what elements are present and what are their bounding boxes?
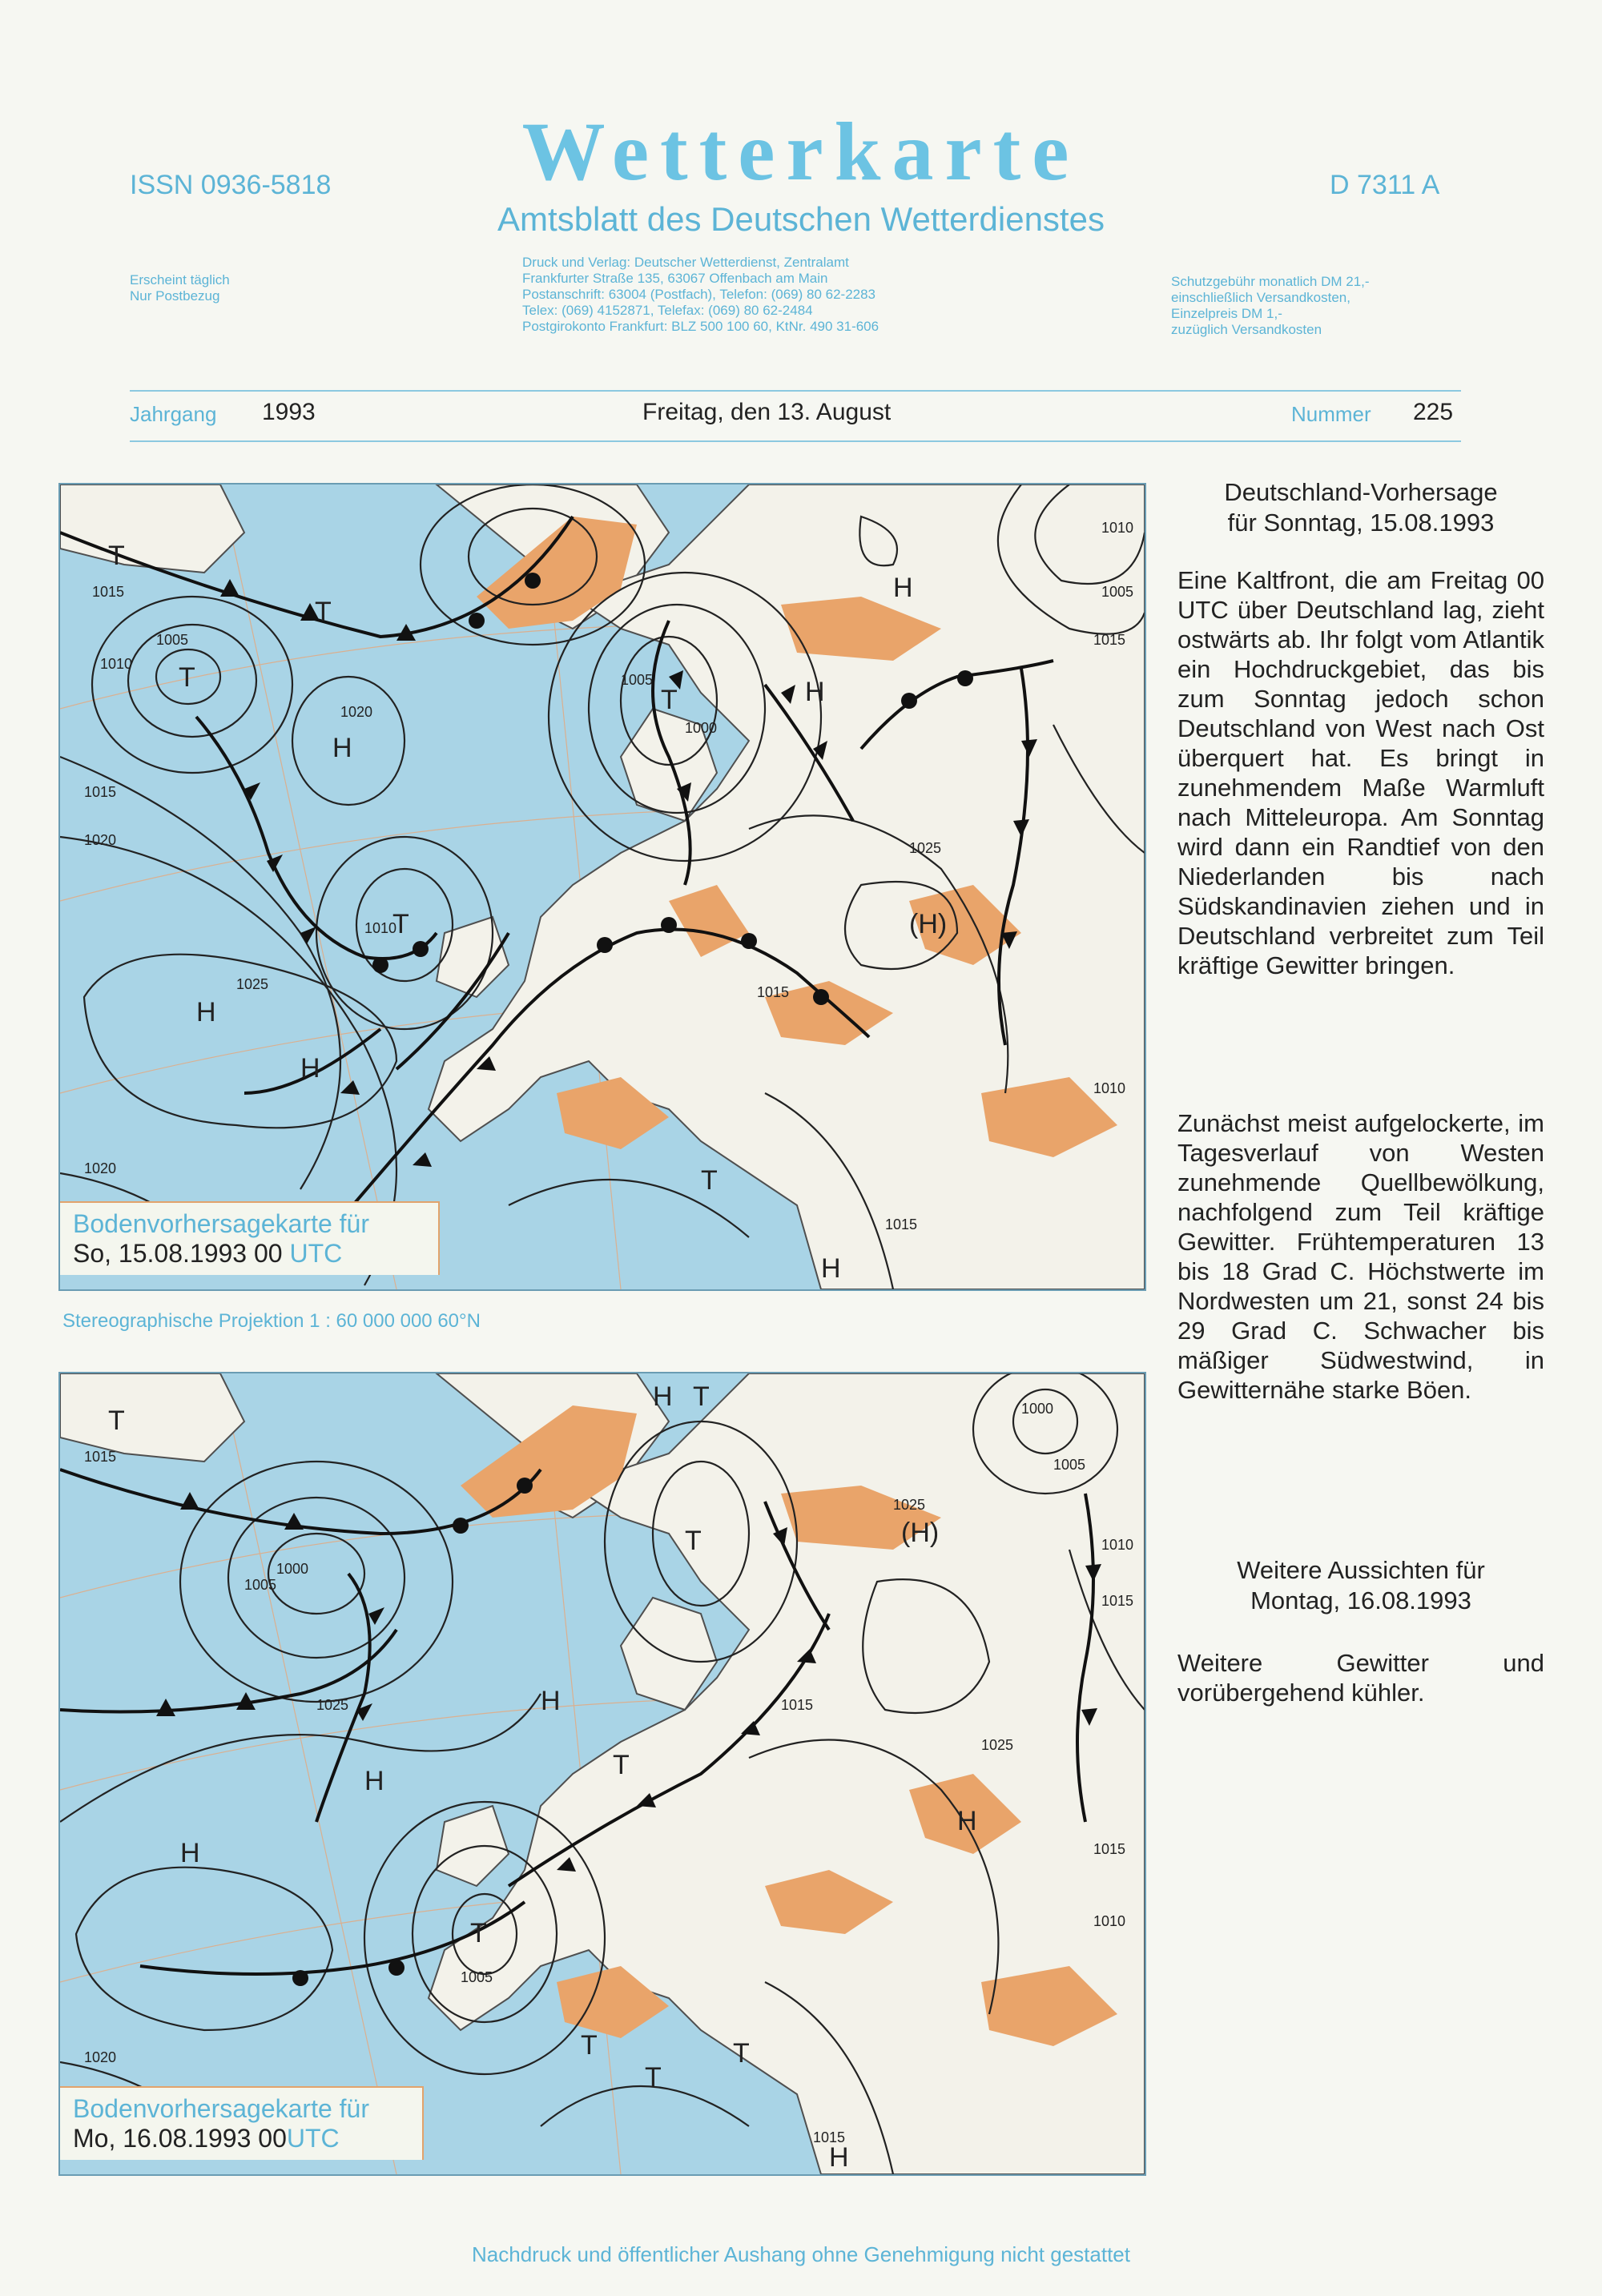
isobar-label: 1015	[1093, 632, 1126, 648]
map-label: H	[364, 1766, 384, 1796]
isobar-label: 1015	[813, 2129, 846, 2145]
isobar-label: 1025	[909, 840, 942, 856]
isobar-label: 1005	[621, 672, 654, 688]
isobar-label: 1000	[276, 1561, 309, 1577]
forecast-paragraph-2: Zunächst meist aufgelockerte, im Tagesverlauf von Westen zunehmende Quellbewölkung, nachfolgend zum Teil kräftige Gewitter. Frühtemperaturen 13 bis 18 Grad C. Höchstwerte im Nordwesten um 21, sonst 24 bis 29 Grad C. Schwacher bis mäßiger Südwestwind, in Gewitternähe starke Böen.	[1177, 1109, 1544, 1404]
price-line: Einzelpreis DM 1,-	[1171, 306, 1282, 321]
issue-date: Freitag, den 13. August	[642, 399, 892, 425]
isobar-label: 1010	[1093, 1080, 1126, 1096]
map-label: T	[645, 2062, 662, 2093]
masthead-title: Wetterkarte	[521, 106, 1081, 198]
isobar-label: 1005	[1053, 1457, 1086, 1473]
map-label: T	[179, 662, 195, 693]
map-label: H	[821, 1253, 841, 1284]
year-label: Jahrgang	[130, 402, 217, 426]
isobar-label: 1020	[84, 832, 117, 848]
publisher-line: Postgirokonto Frankfurt: BLZ 500 100 60, KtNr. 490 31-606	[522, 319, 879, 334]
weather-map-drawing	[60, 1373, 1145, 2174]
map-caption	[60, 2086, 424, 2160]
isobar-label: 1000	[685, 720, 718, 736]
isobar-label: 1015	[92, 584, 125, 600]
price-line: zuzüglich Versandkosten	[1171, 322, 1322, 337]
map-label: H	[180, 1838, 200, 1868]
forecast-paragraph-1: Eine Kaltfront, die am Freitag 00 UTC über Deutschland lag, zieht ostwärts ab. Ihr folgt vom Atlantik ein Hochdruckgebiet, das bis zum Sonntag jedoch schon Deutschland von West nach Ost überquert hat. Es bringt in zunehmendem Maße Warmluft nach Mitteleuropa. Am Sonntag wird dann ein Randtief von den Niederlanden bis nach Südskandinavien ziehen und in Deutschland verbreitet zum Teil kräftige Gewitter bringen.	[1177, 566, 1544, 979]
map-label: T	[108, 541, 125, 571]
outlook-text: Weitere Gewitter und vorübergehend kühler.	[1177, 1649, 1544, 1707]
year-value: 1993	[262, 399, 316, 425]
masthead-subtitle: Amtsblatt des Deutschen Wetterdienstes	[497, 200, 1105, 238]
isobar-label: 1000	[1021, 1401, 1054, 1417]
map-label: T	[685, 1526, 702, 1556]
isobar-label: 1025	[893, 1497, 926, 1513]
number-value: 225	[1413, 399, 1454, 425]
publisher-line: Frankfurter Straße 135, 63067 Offenbach am Main	[522, 271, 828, 286]
divider-top	[130, 390, 1461, 392]
forecast-map-sunday	[58, 483, 1146, 1291]
map-label: T	[581, 2030, 598, 2061]
isobar-label: 1010	[364, 920, 397, 936]
outlook-heading-line: Montag, 16.08.1993	[1250, 1586, 1471, 1614]
isobar-label: 1020	[84, 1160, 117, 1176]
number-label: Nummer	[1291, 402, 1371, 426]
forecast-heading	[1177, 477, 1544, 538]
isobar-label: 1025	[316, 1697, 349, 1713]
issue-meta-row	[130, 399, 1461, 436]
caption-title: Bodenvorhersagekarte für	[73, 1209, 369, 1238]
isobar-label: 1005	[244, 1577, 277, 1593]
isobar-label: 1015	[757, 984, 790, 1000]
outlook-heading-line: Weitere Aussichten für	[1237, 1556, 1485, 1584]
caption-utc: UTC	[286, 2124, 340, 2153]
note-line: Erscheint täglich	[130, 272, 230, 288]
map-label: T	[733, 2038, 750, 2069]
map-label: T	[613, 1750, 630, 1780]
isobar-label: 1010	[1101, 1537, 1134, 1553]
map-label: H	[332, 733, 352, 763]
isobar-label: 1015	[84, 1449, 117, 1465]
caption-date	[73, 1239, 425, 1269]
price-note	[1171, 274, 1370, 338]
map-label: H	[196, 997, 216, 1027]
divider-bottom	[130, 440, 1461, 442]
map-label: T	[108, 1405, 125, 1436]
map-label: (H)	[901, 1518, 940, 1548]
price-line: Schutzgebühr monatlich DM 21,-	[1171, 274, 1370, 289]
map-label: T	[661, 685, 678, 715]
isobar-label: 1015	[781, 1697, 814, 1713]
price-line: einschließlich Versandkosten,	[1171, 290, 1350, 305]
publisher-line: Postanschrift: 63004 (Postfach), Telefon: (069) 80 62-2283	[522, 287, 876, 302]
outlook-heading	[1177, 1555, 1544, 1616]
map-label: H	[805, 677, 825, 707]
isobar-label: 1005	[1101, 584, 1134, 600]
issn-number: ISSN 0936-5818	[130, 170, 332, 200]
caption-date	[73, 2124, 409, 2153]
isobar-label: 1010	[1093, 1913, 1126, 1929]
isobar-label: 1010	[1101, 520, 1134, 536]
forecast-heading-line: für Sonntag, 15.08.1993	[1227, 509, 1495, 537]
weather-map-drawing	[60, 485, 1145, 1289]
map-label: H	[893, 573, 913, 603]
projection-note: Stereographische Projektion 1 : 60 000 000 60°N	[62, 1310, 481, 1332]
caption-datetime: Mo, 16.08.1993 00	[73, 2124, 287, 2153]
map-label: T	[470, 1918, 487, 1948]
footer-note: Nachdruck und öffentlicher Aushang ohne Genehmigung nicht gestattet	[472, 2242, 1130, 2266]
forecast-map-monday	[58, 1372, 1146, 2176]
map-label: (H)	[909, 909, 948, 939]
map-label: H	[541, 1686, 561, 1716]
isobar-label: 1005	[156, 632, 189, 648]
isobar-label: 1015	[1101, 1593, 1134, 1609]
map-label: H	[957, 1806, 977, 1836]
isobar-label: 1015	[1093, 1841, 1126, 1857]
map-label: H	[829, 2142, 849, 2173]
caption-datetime: So, 15.08.1993 00	[73, 1239, 283, 1268]
map-label: T	[693, 1381, 710, 1412]
isobar-label: 1025	[236, 976, 269, 992]
isobar-label: 1010	[100, 656, 133, 672]
note-line: Nur Postbezug	[130, 288, 220, 304]
publisher-info	[522, 255, 879, 335]
isobar-label: 1005	[461, 1969, 493, 1985]
map-label: H	[300, 1053, 320, 1084]
publisher-line: Druck und Verlag: Deutscher Wetterdienst, Zentralamt	[522, 255, 849, 270]
land-masses	[60, 485, 1145, 1289]
postal-number: D 7311 A	[1330, 170, 1440, 200]
map-label: H	[653, 1381, 673, 1412]
isobar-label: 1020	[84, 2049, 117, 2065]
forecast-heading-line: Deutschland-Vorhersage	[1224, 478, 1498, 506]
caption-title: Bodenvorhersagekarte für	[73, 2094, 369, 2123]
isobar-label: 1025	[981, 1737, 1014, 1753]
map-label: T	[392, 909, 409, 939]
map-label: T	[315, 597, 332, 627]
isobar-label: 1015	[84, 784, 117, 800]
caption-utc: UTC	[289, 1239, 343, 1268]
publication-note	[130, 272, 230, 304]
map-label: T	[701, 1165, 718, 1196]
isobar-label: 1020	[340, 704, 373, 720]
publisher-line: Telex: (069) 4152871, Telefax: (069) 80 62-2484	[522, 303, 813, 318]
isobar-label: 1015	[885, 1216, 918, 1232]
map-caption	[60, 1201, 440, 1275]
